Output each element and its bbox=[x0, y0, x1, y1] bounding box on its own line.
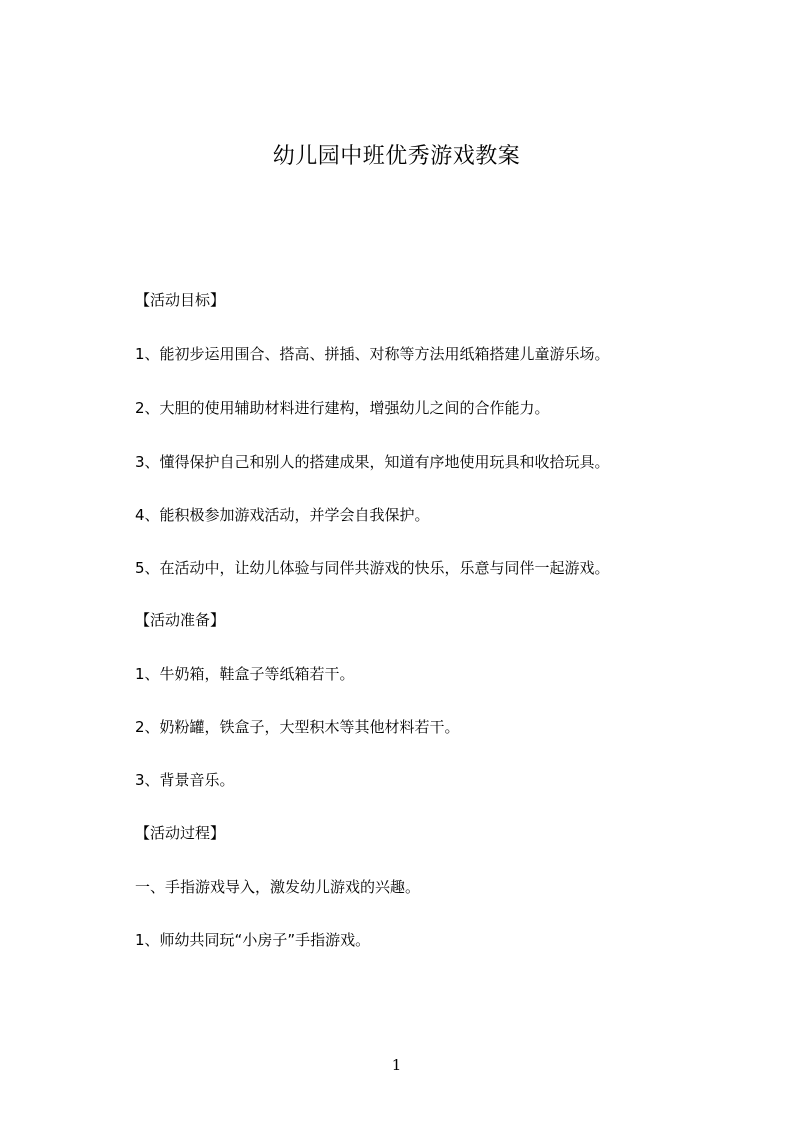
page-number: 1 bbox=[391, 1056, 402, 1074]
section-heading-preparation: 【活动准备】 bbox=[135, 611, 226, 629]
goal-item-3: 3、懂得保护自己和别人的搭建成果，知道有序地使用玩具和收拾玩具。 bbox=[135, 453, 610, 471]
preparation-item-3: 3、背景音乐。 bbox=[135, 771, 235, 789]
preparation-item-2: 2、奶粉罐，铁盒子，大型积木等其他材料若干。 bbox=[135, 718, 460, 736]
section-heading-goals: 【活动目标】 bbox=[135, 291, 226, 309]
section-heading-process: 【活动过程】 bbox=[135, 824, 226, 842]
goal-item-2: 2、大胆的使用辅助材料进行建构，增强幼儿之间的合作能力。 bbox=[135, 399, 550, 417]
page-title: 幼儿园中班优秀游戏教案 bbox=[272, 144, 521, 169]
process-substep-1: 1、师幼共同玩“小房子”手指游戏。 bbox=[135, 931, 371, 949]
goal-item-4: 4、能积极参加游戏活动，并学会自我保护。 bbox=[135, 506, 430, 524]
goal-item-1: 1、能初步运用围合、搭高、拼插、对称等方法用纸箱搭建儿童游乐场。 bbox=[135, 345, 610, 363]
goal-item-5: 5、在活动中，让幼儿体验与同伴共游戏的快乐，乐意与同伴一起游戏。 bbox=[135, 559, 610, 577]
process-step-1: 一、手指游戏导入，激发幼儿游戏的兴趣。 bbox=[135, 878, 421, 896]
preparation-item-1: 1、牛奶箱，鞋盒子等纸箱若干。 bbox=[135, 665, 355, 683]
